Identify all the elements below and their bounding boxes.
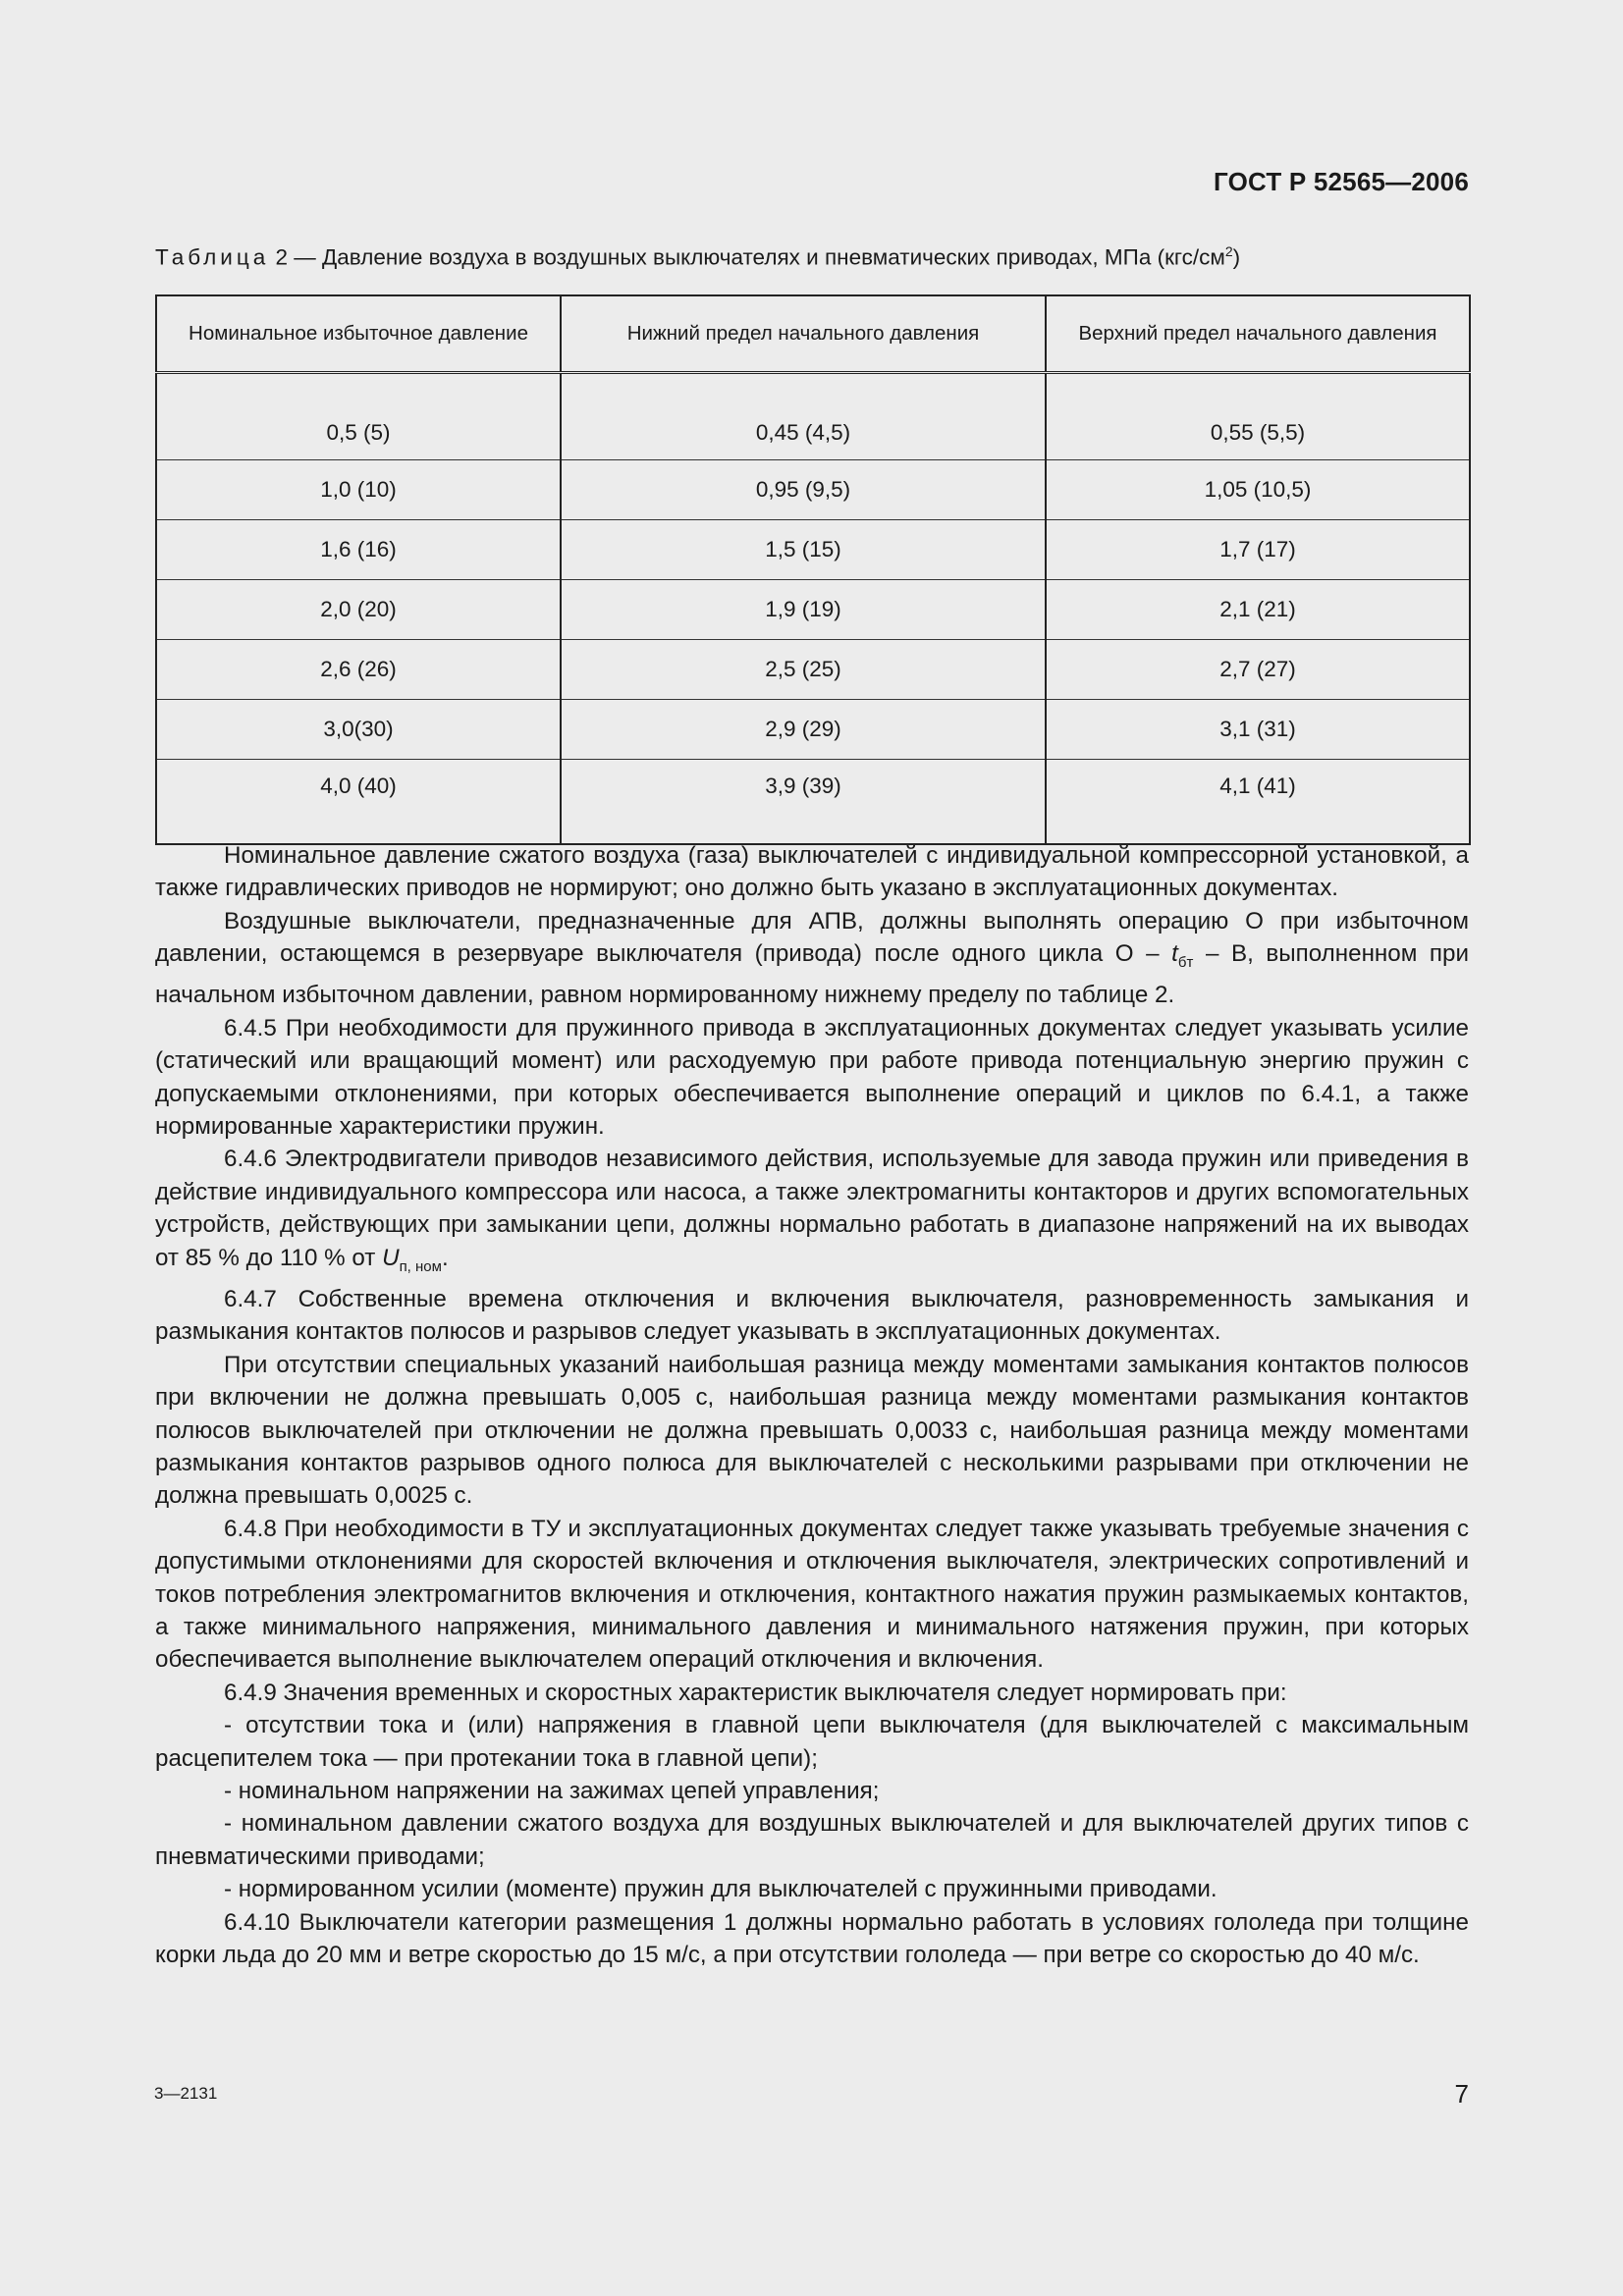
table-row <box>156 700 1470 760</box>
paragraph: Номинальное давление сжатого воздуха (газа) выключателей с индивидуальной компрессорной установкой, а также гидравлических приводов не нормируют; оно должно быть указано в эксплуатационных документах. <box>155 842 1469 902</box>
table-row <box>156 460 1470 520</box>
table-caption <box>155 243 1471 271</box>
table-row <box>156 373 1470 460</box>
table-header-row <box>156 295 1470 373</box>
list-item: - нормированном усилии (моменте) пружин для выключателей с пружинными приводами. <box>224 1876 1217 1903</box>
table-cell: 2,1 (21) <box>1046 580 1470 640</box>
header-upper: Верхний предел начального давления <box>1046 295 1470 373</box>
body-text <box>155 839 1469 1971</box>
subscript: бт <box>1177 954 1194 972</box>
table-cell: 2,9 (29) <box>561 700 1046 760</box>
table-row <box>156 520 1470 580</box>
table-cell: 1,0 (10) <box>156 460 561 520</box>
caption-close: ) <box>1232 244 1241 270</box>
paragraph: 6.4.8 При необходимости в ТУ и эксплуатационных документах следует также указывать требуемые значения с допустимыми отклонениями для скоростей включения и отключения выключателя, электрических сопротивлений и токов потребления электромагнитов включения и отключения, контактного нажатия пружин размыкаемых контактов, а также минимального напряжения, минимального давления и минимального натяжения пружин, при которых обеспечивается выполнение выключателем операций отключения и включения. <box>155 1515 1469 1674</box>
table-cell: 4,0 (40) <box>156 760 561 845</box>
table-cell: 2,0 (20) <box>156 580 561 640</box>
table-row <box>156 580 1470 640</box>
symbol-u: U <box>382 1244 400 1271</box>
paragraph: 6.4.9 Значения временных и скоростных характеристик выключателя следует нормировать при: <box>224 1679 1287 1706</box>
table-cell: 3,1 (31) <box>1046 700 1470 760</box>
table-cell: 1,7 (17) <box>1046 520 1470 580</box>
table-cell: 0,55 (5,5) <box>1046 373 1470 460</box>
table-cell: 0,5 (5) <box>156 373 561 460</box>
table-cell: 1,5 (15) <box>561 520 1046 580</box>
table-cell: 1,6 (16) <box>156 520 561 580</box>
text-run: – В, выполненном при начальном избыточном давлении, равном нормированному нижнему пределу по таблице 2. <box>155 940 1469 1009</box>
paragraph: 6.4.10 Выключатели категории размещения 1 должны нормально работать в условиях гололеда при толщине корки льда до 20 мм и ветре скоростью до 15 м/с, а при отсутствии гололеда — при ветре со скоростью до 40 м/с. <box>155 1908 1469 1969</box>
page-number: 7 <box>1454 2079 1469 2109</box>
table-cell: 0,45 (4,5) <box>561 373 1046 460</box>
table-cell: 2,5 (25) <box>561 640 1046 700</box>
header-lower: Нижний предел начального давления <box>561 295 1046 373</box>
table-cell: 1,9 (19) <box>561 580 1046 640</box>
table-cell: 2,7 (27) <box>1046 640 1470 700</box>
paragraph <box>155 905 1469 1012</box>
text-run: 6.4.6 Электродвигатели приводов независимого действия, используемые для завода пружин или приведения в действие индивидуального компрессора или насоса, а также электромагниты контакторов и других вспомогательных устройств, действующих при замыкании цепи, должны нормально работать в диапазоне напряжений на их выводах от 85 % до 110 % от <box>155 1146 1469 1271</box>
table-cell: 3,0(30) <box>156 700 561 760</box>
list-item: - номинальном напряжении на зажимах цепей управления; <box>224 1778 880 1805</box>
subscript: п, ном <box>399 1257 442 1275</box>
table-cell: 1,05 (10,5) <box>1046 460 1470 520</box>
table-row <box>156 760 1470 845</box>
table-row <box>156 640 1470 700</box>
paragraph: При отсутствии специальных указаний наибольшая разница между моментами замыкания контактов полюсов при включении не должна превышать 0,005 с, наибольшая разница между моментами размыкания контактов полюсов выключателей при отключении не должна превышать 0,0033 с, наибольшая разница между моментами размыкания контактов разрывов одного полюса для выключателей с несколькими разрывами при отключении не должна превышать 0,0025 с. <box>155 1351 1469 1510</box>
caption-text: 2 — Давление воздуха в воздушных выключателях и пневматических приводах, МПа (кгс/см <box>269 244 1225 270</box>
table-cell: 3,9 (39) <box>561 760 1046 845</box>
list-item: - отсутствии тока и (или) напряжения в главной цепи выключателя (для выключателей с максимальным расцепителем тока — при протекании тока в главной цепи); <box>155 1712 1469 1772</box>
text-run: Воздушные выключатели, предназначенные для АПВ, должны выполнять операцию О при избыточном давлении, остающемся в резервуаре выключателя (привода) после одного цикла О – <box>155 907 1469 968</box>
table-cell: 0,95 (9,5) <box>561 460 1046 520</box>
caption-superscript: 2 <box>1224 243 1233 259</box>
paragraph: 6.4.5 При необходимости для пружинного привода в эксплуатационных документах следует указывать усилие (статический или вращающий момент) или расходуемую при работе привода потенциальную энергию пружин с допускаемыми отклонениями, при которых обеспечивается выполнение операций и циклов по 6.4.1, а также нормированные характеристики пружин. <box>155 1014 1469 1141</box>
paragraph: 6.4.7 Собственные времена отключения и включения выключателя, разновременность замыкания и размыкания контактов полюсов и разрывов следует указывать в эксплуатационных документах. <box>155 1285 1469 1346</box>
table-cell: 4,1 (41) <box>1046 760 1470 845</box>
standard-number: ГОСТ Р 52565—2006 <box>1214 167 1469 196</box>
text-run: . <box>441 1244 449 1271</box>
list-item: - номинальном давлении сжатого воздуха для воздушных выключателей и для выключателей других типов с пневматическими приводами; <box>155 1810 1469 1870</box>
print-code: 3—2131 <box>154 2084 218 2103</box>
header-nominal: Номинальное избыточное давление <box>156 295 561 373</box>
table-cell: 2,6 (26) <box>156 640 561 700</box>
pressure-table <box>155 294 1471 845</box>
paragraph <box>155 1143 1469 1282</box>
symbol-t: t <box>1171 940 1178 968</box>
caption-word: Таблица <box>155 244 270 270</box>
